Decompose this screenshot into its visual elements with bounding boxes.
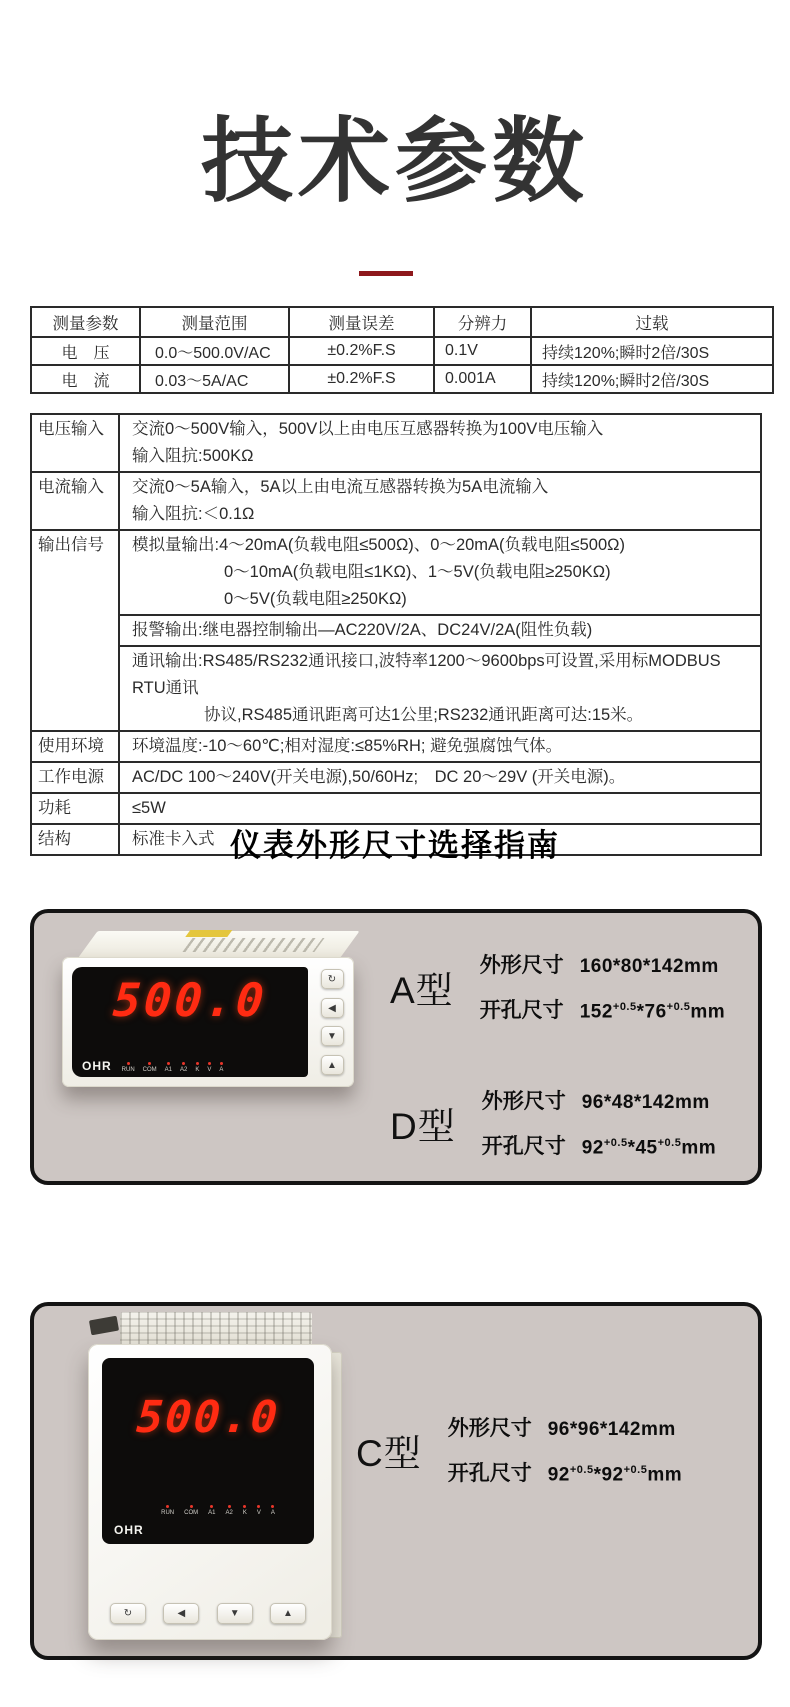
loop-button-icon: ↻ xyxy=(110,1603,146,1624)
panel-type-c xyxy=(30,1302,762,1660)
current-range: 0.03～5A/AC xyxy=(140,365,289,393)
button-row xyxy=(110,1603,306,1624)
meter-body xyxy=(88,1344,332,1640)
table-row xyxy=(31,615,761,646)
led-dot-icon xyxy=(182,1062,185,1065)
dimension-rows xyxy=(482,1085,716,1160)
current-overload: 持续120%;瞬时2倍/30S xyxy=(531,365,773,393)
led-dot-icon xyxy=(257,1505,260,1508)
row-label-consumption: 功耗 xyxy=(31,793,119,824)
outer-dimension-row: 外形尺寸 160*80*142mm xyxy=(479,954,719,977)
page-title: 技术参数 xyxy=(200,111,589,213)
meter-display-panel xyxy=(72,967,308,1077)
table-row xyxy=(31,337,773,365)
led-dot-icon xyxy=(243,1505,246,1508)
text-line: 交流0～5A输入，5A以上由电流互感器转换为5A电流输入 xyxy=(132,478,549,496)
indicator-row xyxy=(122,1062,224,1073)
voltage-error: ±0.2%F.S xyxy=(289,337,434,365)
environment-content xyxy=(119,731,761,762)
model-a-name: A型 xyxy=(390,969,454,1011)
indicator: RUN xyxy=(122,1062,135,1073)
text-line: 标准卡入式 xyxy=(132,830,215,848)
meter-top-lid xyxy=(78,931,360,958)
col-header-param: 测量参数 xyxy=(31,307,140,337)
model-c-spec xyxy=(356,1412,682,1487)
voltage-overload: 持续120%;瞬时2倍/30S xyxy=(531,337,773,365)
brand-logo: OHR xyxy=(82,1059,112,1073)
cutout-dimension-row: 开孔尺寸 $92^{+0.5}*45^{+0.5}mm$ xyxy=(481,1135,717,1158)
led-dot-icon xyxy=(166,1505,169,1508)
dimension-rows xyxy=(480,949,725,1024)
indicator: RUN xyxy=(161,1505,174,1516)
indicator: V xyxy=(257,1505,261,1516)
voltage-input-content xyxy=(119,414,761,472)
text-line: AC/DC 100～240V(开关电源),50/60Hz; DC 20～29V (开关电源)。 xyxy=(132,768,626,786)
col-header-range: 测量范围 xyxy=(140,307,289,337)
vent-grid xyxy=(182,938,324,952)
down-button-icon: ▼ xyxy=(217,1603,253,1624)
led-dot-icon xyxy=(167,1062,170,1065)
indicator: COM xyxy=(143,1062,157,1073)
col-header-resolution: 分辨力 xyxy=(434,307,531,337)
model-d-spec xyxy=(390,1085,716,1160)
cutout-dimension-row: 开孔尺寸 $92^{+0.5}*92^{+0.5}mm$ xyxy=(447,1462,683,1485)
indicator: A xyxy=(219,1062,223,1073)
model-d-name: D型 xyxy=(390,1105,456,1147)
voltage-param: 电 压 xyxy=(31,337,140,365)
text-line: ≤5W xyxy=(132,799,166,817)
led-dot-icon xyxy=(271,1505,274,1508)
analog-output-content xyxy=(119,530,761,615)
dimension-guide-title: 仪表外形尺寸选择指南 xyxy=(230,828,560,863)
outer-dimension-row: 外形尺寸 96*96*142mm xyxy=(447,1417,676,1440)
measurement-spec-table xyxy=(30,306,774,394)
seven-segment-readout: 500.0 xyxy=(134,1392,282,1443)
dimension-rows xyxy=(448,1412,682,1487)
table-row xyxy=(31,472,761,530)
indicator: COM xyxy=(184,1505,198,1516)
meter-status-strip xyxy=(82,1059,302,1073)
row-label-output-signal: 输出信号 xyxy=(31,530,119,731)
panel-type-a-d xyxy=(30,909,762,1185)
meter-photo-type-c xyxy=(78,1312,346,1656)
table-row xyxy=(31,646,761,731)
text-line: 环境温度:-10～60℃;相对湿度:≤85%RH; 避免强腐蚀气体。 xyxy=(132,737,563,755)
table-row xyxy=(31,365,773,393)
voltage-range: 0.0～500.0V/AC xyxy=(140,337,289,365)
detail-spec-table xyxy=(30,413,762,856)
power-content xyxy=(119,762,761,793)
table-row xyxy=(31,731,761,762)
title-underline xyxy=(359,271,413,276)
model-a-spec xyxy=(390,949,725,1024)
col-header-error: 测量误差 xyxy=(289,307,434,337)
current-resolution: 0.001A xyxy=(434,365,531,393)
indicator-row xyxy=(132,1505,304,1516)
label-sticker xyxy=(185,930,232,937)
mounting-clip xyxy=(89,1316,119,1336)
up-button-icon: ▲ xyxy=(321,1055,344,1075)
text-line: 通讯输出:RS485/RS232通讯接口,波特率1200～9600bps可设置,采用标MODBUS RTU通讯 xyxy=(132,652,721,697)
text-line: 输入阻抗:＜0.1Ω xyxy=(132,505,255,523)
model-c-name: C型 xyxy=(356,1432,422,1474)
col-header-overload: 过载 xyxy=(531,307,773,337)
indicator: A1 xyxy=(208,1505,215,1516)
text-line: 交流0～500V输入，500V以上由电压互感器转换为100V电压输入 xyxy=(132,420,604,438)
row-label-environment: 使用环境 xyxy=(31,731,119,762)
outer-dimension-row: 外形尺寸 96*48*142mm xyxy=(481,1090,710,1113)
down-button-icon: ▼ xyxy=(321,1026,344,1046)
indicator: A2 xyxy=(180,1062,187,1073)
led-dot-icon xyxy=(228,1505,231,1508)
indicator: K xyxy=(195,1062,199,1073)
loop-button-icon: ↻ xyxy=(321,969,344,989)
shift-button-icon: ◀ xyxy=(163,1603,199,1624)
text-line: 输入阻抗:500KΩ xyxy=(132,447,254,465)
up-button-icon: ▲ xyxy=(270,1603,306,1624)
led-dot-icon xyxy=(196,1062,199,1065)
indicator: A2 xyxy=(225,1505,232,1516)
indicator: A1 xyxy=(165,1062,172,1073)
current-input-content xyxy=(119,472,761,530)
alarm-output-content xyxy=(119,615,761,646)
row-label-current-input: 电流输入 xyxy=(31,472,119,530)
comm-output-content xyxy=(119,646,761,731)
led-dot-icon xyxy=(220,1062,223,1065)
indicator: A xyxy=(271,1505,275,1516)
table-header-row xyxy=(31,307,773,337)
seven-segment-readout: 500.0 xyxy=(111,973,269,1027)
text-line: 模拟量输出:4～20mA(负载电阻≤500Ω)、0～20mA(负载电阻≤500Ω) xyxy=(132,536,625,554)
indicator: V xyxy=(207,1062,211,1073)
meter-body xyxy=(62,957,354,1087)
table-row xyxy=(31,530,761,615)
led-dot-icon xyxy=(190,1505,193,1508)
led-dot-icon xyxy=(208,1062,211,1065)
current-error: ±0.2%F.S xyxy=(289,365,434,393)
meter-photo-type-a xyxy=(62,957,354,1087)
voltage-resolution: 0.1V xyxy=(434,337,531,365)
led-dot-icon xyxy=(210,1505,213,1508)
led-dot-icon xyxy=(127,1062,130,1065)
brand-logo: OHR xyxy=(114,1523,144,1537)
led-dot-icon xyxy=(148,1062,151,1065)
meter-display-panel xyxy=(102,1358,314,1544)
table-row xyxy=(31,762,761,793)
row-label-voltage-input: 电压输入 xyxy=(31,414,119,472)
vent-grid xyxy=(120,1312,312,1348)
text-line: 报警输出:继电器控制输出—AC220V/2A、DC24V/2A(阻性负载) xyxy=(132,621,593,639)
indicator: K xyxy=(243,1505,247,1516)
button-column xyxy=(318,969,346,1075)
cutout-dimension-row: 开孔尺寸 $152^{+0.5}*76^{+0.5}mm$ xyxy=(479,999,726,1022)
text-line: 0～5V(负载电阻≥250KΩ) xyxy=(224,590,407,608)
current-param: 电 流 xyxy=(31,365,140,393)
row-label-structure: 结构 xyxy=(31,824,119,855)
shift-button-icon: ◀ xyxy=(321,998,344,1018)
row-label-power: 工作电源 xyxy=(31,762,119,793)
text-line: 0～10mA(负载电阻≤1KΩ)、1～5V(负载电阻≥250KΩ) xyxy=(224,563,611,581)
table-row xyxy=(31,414,761,472)
text-line: 协议,RS485通讯距离可达1公里;RS232通讯距离可达:15米。 xyxy=(204,706,644,724)
